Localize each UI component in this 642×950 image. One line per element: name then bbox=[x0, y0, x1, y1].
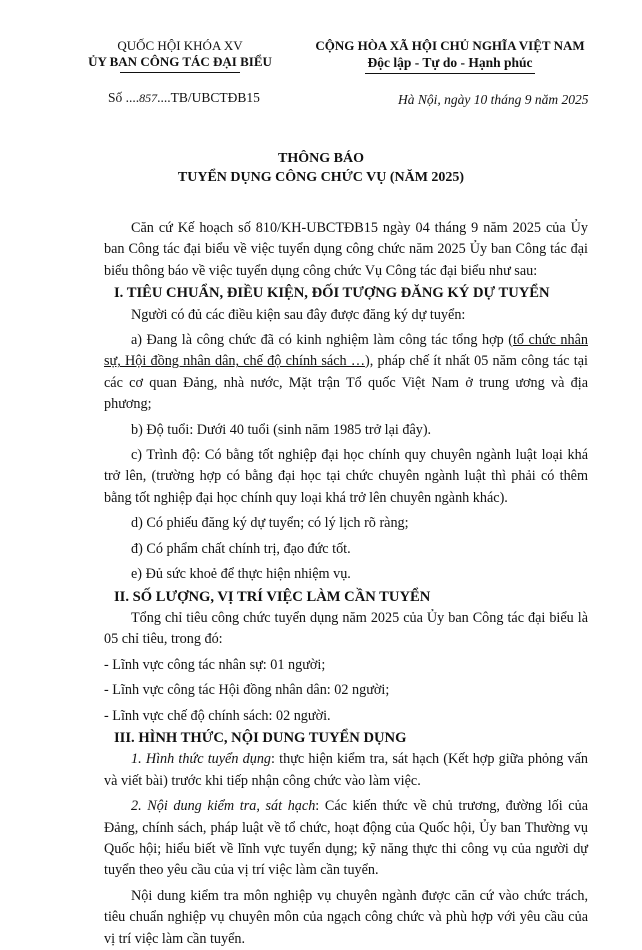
intro-paragraph: Căn cứ Kế hoạch số 810/KH-UBCTĐB15 ngày 04 tháng 9 năm 2025 của Ủy ban Công tác đại biểu về việc tuyển dụng công chức năm 2025 Ủy ban Công tác đại biểu thông báo về việc tuyển dụng công chức Vụ Công tác đại biểu như sau: bbox=[104, 220, 588, 279]
criterion-dd: đ) Có phẩm chất chính trị, đạo đức tốt. bbox=[131, 540, 351, 557]
section-2-lead: Tổng chỉ tiêu công chức tuyển dụng năm 2025 của Ủy ban Công tác đại biểu là 05 chỉ tiêu, trong đó: bbox=[104, 609, 588, 648]
section-2-heading: II. SỐ LƯỢNG, VỊ TRÍ VIỆC LÀM CẦN TUYỂN bbox=[114, 588, 431, 605]
list-item: - Lĩnh vực công tác Hội đồng nhân dân: 02 người; bbox=[104, 682, 390, 699]
criterion-a bbox=[104, 330, 588, 416]
motto-underline bbox=[365, 73, 535, 74]
list-item: - Lĩnh vực chế độ chính sách: 02 người. bbox=[104, 707, 331, 724]
agency-underline bbox=[120, 72, 240, 73]
document-type-title: THÔNG BÁO bbox=[278, 151, 364, 166]
criterion-a-underlined: tổ chức nhân sự, Hội đồng nhân dân, chế độ chính sách … bbox=[104, 332, 588, 370]
exam-content-text: : Các kiến thức về chủ trương, đường lối của Đảng, chính sách, pháp luật về tổ chức, hoạt động của Quốc hội, Ủy ban Thường vụ Quốc hội; hiểu biết về lĩnh vực tuyển dụng; kỹ năng thực thi công vụ của người dự tuyển theo yêu cầu của vị trí việc làm cần tuyển. bbox=[104, 798, 588, 879]
exam-content-label: 2. Nội dung kiểm tra, sát hạch bbox=[131, 798, 316, 815]
criterion-d: d) Có phiếu đăng ký dự tuyển; có lý lịch rõ ràng; bbox=[131, 515, 409, 532]
national-title: CỘNG HÒA XÃ HỘI CHỦ NGHĨA VIỆT NAM bbox=[315, 38, 585, 53]
parent-org-name: QUỐC HỘI KHÓA XV bbox=[117, 38, 243, 53]
criterion-c: c) Trình độ: Có bằng tốt nghiệp đại học chính quy chuyên ngành luật loại khá trở lên, (trường hợp có bằng đại học tại chức chuyên ngành luật thì phải có thêm bằng tốt nghiệp đại học chính quy loại khá trở lên chuyên ngành khác). bbox=[104, 447, 588, 506]
exam-content-paragraph bbox=[104, 796, 588, 882]
doc-number-value: 857 bbox=[139, 91, 158, 105]
doc-number-suffix: ....TB/UBCTĐB15 bbox=[157, 90, 260, 105]
list-item: - Lĩnh vực công tác nhân sự: 01 người; bbox=[104, 656, 326, 673]
place-date-line: Hà Nội, ngày 10 tháng 9 năm 2025 bbox=[398, 92, 589, 107]
recruitment-form-text: : thực hiện kiểm tra, sát hạch (Kết hợp giữa phỏng vấn và viết bài) trước khi tiếp nhận công chức vào làm việc. bbox=[104, 751, 589, 789]
issuing-org-name: ỦY BAN CÔNG TÁC ĐẠI BIỂU bbox=[88, 54, 272, 69]
document-number bbox=[108, 90, 260, 106]
national-title-block bbox=[300, 38, 600, 74]
national-motto: Độc lập - Tự do - Hạnh phúc bbox=[367, 55, 533, 70]
criterion-b: b) Độ tuổi: Dưới 40 tuổi (sinh năm 1985 trở lại đây). bbox=[131, 421, 432, 438]
recruitment-form-label: 1. Hình thức tuyển dụng bbox=[131, 751, 272, 768]
document-subject-title: TUYỂN DỤNG CÔNG CHỨC VỤ (NĂM 2025) bbox=[177, 170, 465, 185]
issuing-agency-block bbox=[80, 38, 280, 73]
section-3-heading: III. HÌNH THỨC, NỘI DUNG TUYỂN DỤNG bbox=[114, 729, 407, 746]
section-1-heading: I. TIÊU CHUẨN, ĐIỀU KIỆN, ĐỐI TƯỢNG ĐĂNG KÝ DỰ TUYỂN bbox=[114, 285, 550, 302]
document-body bbox=[104, 218, 588, 950]
criterion-a-end: ), pháp chế ít nhất 05 năm công tác tại các cơ quan Đảng, nhà nước, Mặt trận Tổ quốc Việt Nam ở trung ương và địa phương; bbox=[104, 353, 588, 413]
criterion-e: e) Đủ sức khoẻ để thực hiện nhiệm vụ. bbox=[131, 566, 351, 583]
criterion-a-start: a) Đang là công chức đã có kinh nghiệm làm công tác tổng hợp ( bbox=[131, 332, 513, 349]
section-1-lead: Người có đủ các điều kiện sau đây được đăng ký dự tuyển: bbox=[131, 306, 466, 323]
doc-number-prefix: Số .... bbox=[108, 90, 140, 105]
specialty-exam-paragraph: Nội dung kiểm tra môn nghiệp vụ chuyên ngành được căn cứ vào chức trách, tiêu chuẩn nghiệp vụ chuyên môn của ngạch công chức và phù hợp với yêu cầu của vị trí việc làm cần tuyển. bbox=[104, 887, 588, 947]
recruitment-form-paragraph bbox=[104, 749, 588, 792]
